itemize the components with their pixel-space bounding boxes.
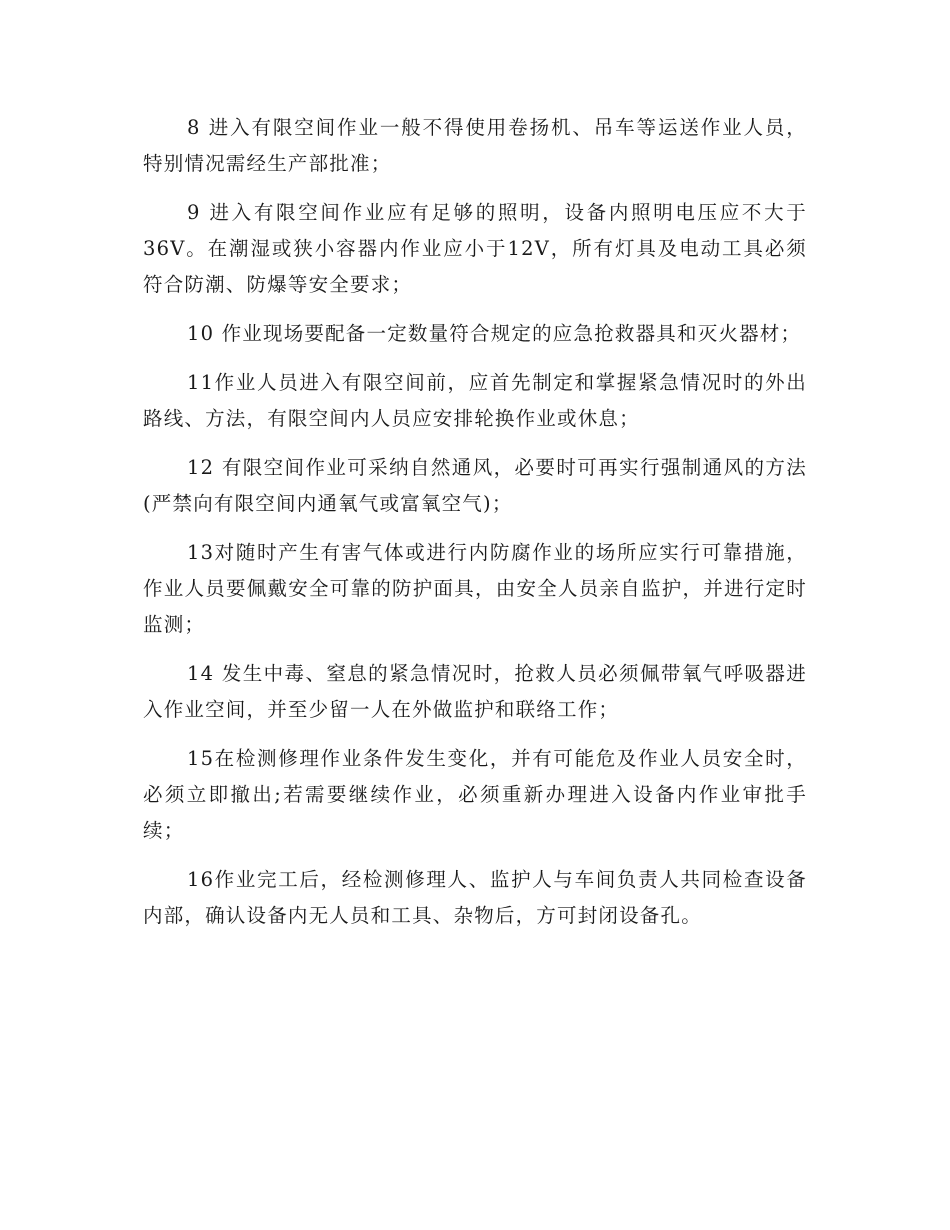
document-body xyxy=(143,110,807,947)
paragraph-item-9: 9 进入有限空间作业应有足够的照明，设备内照明电压应不大于36V。在潮湿或狭小容器内作业应小于12V，所有灯具及电动工具必须符合防潮、防爆等安全要求； xyxy=(143,201,807,296)
paragraph-item-12: 12 有限空间作业可采纳自然通风，必要时可再实行强制通风的方法(严禁向有限空间内通氧气或富氧空气)； xyxy=(143,456,807,515)
paragraph-item-15: 15在检测修理作业条件发生变化，并有可能危及作业人员安全时，必须立即撤出;若需要继续作业，必须重新办理进入设备内作业审批手续； xyxy=(143,747,807,842)
paragraph-item-8: 8 进入有限空间作业一般不得使用卷扬机、吊车等运送作业人员，特别情况需经生产部批准； xyxy=(143,116,807,175)
paragraph-item-13: 13对随时产生有害气体或进行内防腐作业的场所应实行可靠措施，作业人员要佩戴安全可靠的防护面具，由安全人员亲自监护，并进行定时监测； xyxy=(143,541,807,636)
paragraph-item-10: 10 作业现场要配备一定数量符合规定的应急抢救器具和灭火器材； xyxy=(187,322,802,345)
paragraph-item-14: 14 发生中毒、窒息的紧急情况时，抢救人员必须佩带氧气呼吸器进入作业空间，并至少留一人在外做监护和联络工作； xyxy=(143,662,807,721)
paragraph-item-16: 16作业完工后，经检测修理人、监护人与车间负责人共同检查设备内部，确认设备内无人员和工具、杂物后，方可封闭设备孔。 xyxy=(143,868,807,927)
paragraph-item-11: 11作业人员进入有限空间前，应首先制定和掌握紧急情况时的外出路线、方法，有限空间内人员应安排轮换作业或休息； xyxy=(143,371,807,430)
